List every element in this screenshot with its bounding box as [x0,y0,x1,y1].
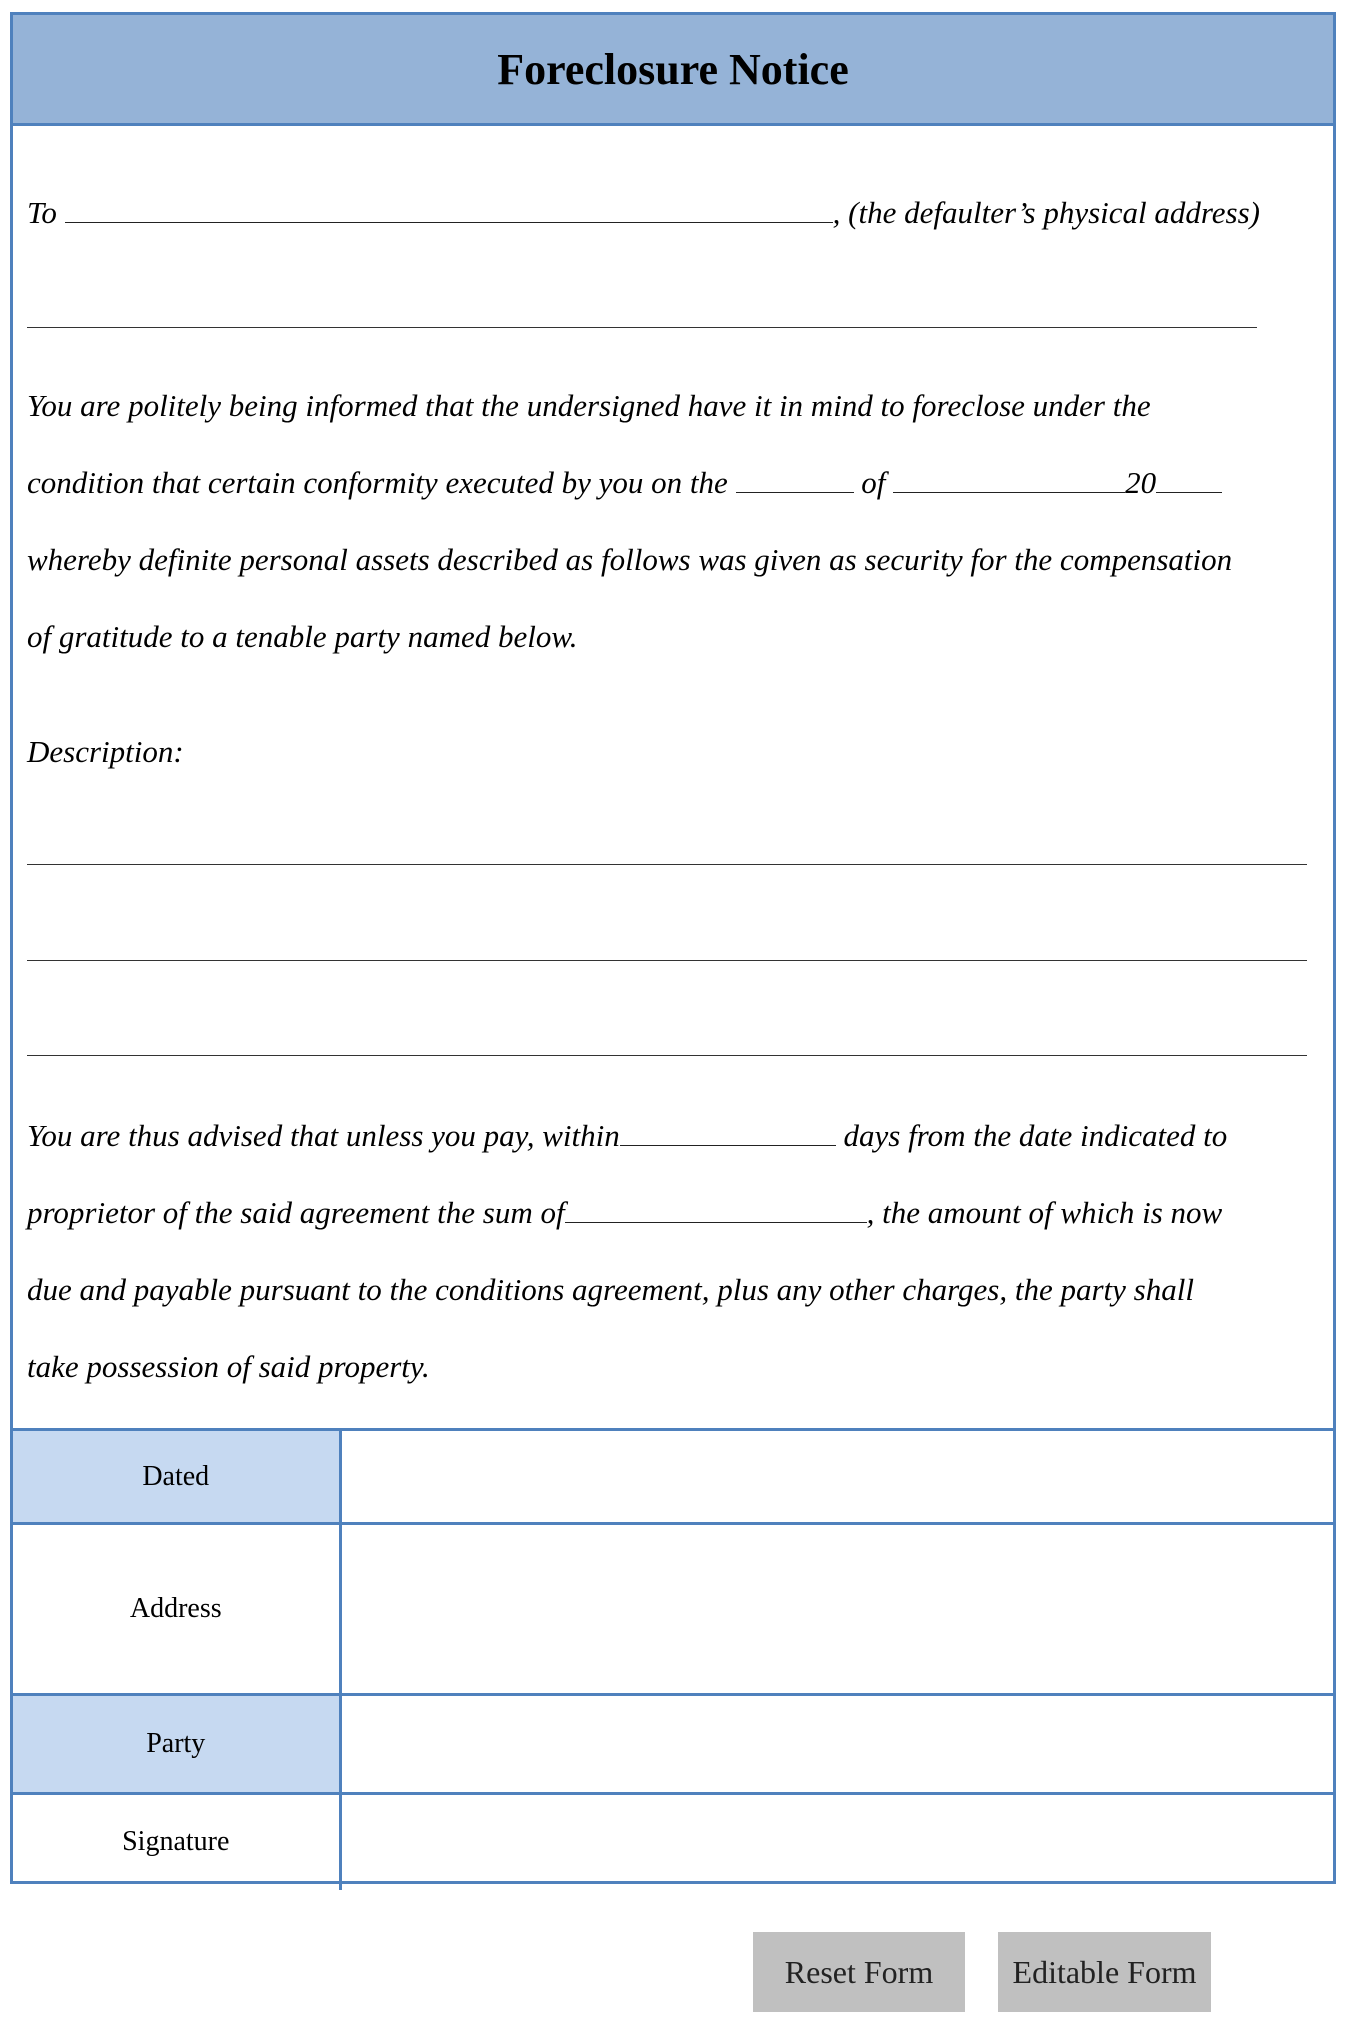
description-line-2[interactable] [27,960,1307,961]
dated-field[interactable] [340,1430,1333,1524]
paragraph1-line4: of gratitude to a tenable party named below. [27,619,578,654]
paragraph1-line2-prefix: condition that certain conformity executed by you on the [27,465,728,500]
party-label: Party [13,1695,340,1794]
table-row [13,1430,1333,1524]
party-field[interactable] [340,1695,1333,1794]
defaulter-address-blank[interactable] [65,196,833,223]
to-label: To [27,195,57,230]
paragraph2-line2-prefix: proprietor of the said agreement the sum of [27,1195,565,1230]
to-line [27,195,1333,231]
paragraph2-line3: due and payable pursuant to the conditions agreement, plus any other charges, the party shall [27,1272,1194,1307]
paragraph2-line4: take possession of said property. [27,1349,430,1384]
table-row [13,1695,1333,1794]
paragraph2-line2 [27,1195,1333,1231]
form-title: Foreclosure Notice [497,44,849,94]
day-blank[interactable] [736,466,854,493]
details-table [13,1428,1333,1890]
dated-label: Dated [13,1430,340,1524]
description-line-1[interactable] [27,864,1307,865]
reset-form-button[interactable]: Reset Form [753,1932,965,2012]
days-blank[interactable] [620,1119,836,1146]
paragraph2-line2-suffix: , the amount of which is now [866,1195,1223,1230]
of-text: of [861,465,886,500]
paragraph1-line1: You are politely being informed that the undersigned have it in mind to foreclose under the [27,388,1151,423]
sum-blank[interactable] [565,1196,867,1223]
paragraph2-line1-suffix: days from the date indicated to [843,1118,1228,1153]
description-label: Description: [27,734,184,769]
address-field[interactable] [340,1524,1333,1695]
year-prefix: 20 [1125,465,1157,500]
table-row [13,1794,1333,1890]
paragraph1-line3: whereby definite personal assets described as follows was given as security for the compensation [27,542,1233,577]
table-row [13,1524,1333,1695]
month-blank[interactable] [893,466,1125,493]
paragraph2-line1 [27,1118,1333,1154]
description-line-3[interactable] [27,1055,1307,1056]
to-suffix: , (the defaulter’s physical address) [832,195,1260,230]
address-label: Address [13,1524,340,1695]
year-blank[interactable] [1156,466,1222,493]
paragraph1-line2 [27,465,1333,501]
signature-field[interactable] [340,1794,1333,1890]
title-bar [13,15,1333,126]
address-line-2[interactable] [27,327,1257,328]
editable-form-button[interactable]: Editable Form [998,1932,1211,2012]
paragraph2-line1-prefix: You are thus advised that unless you pay, within [27,1118,620,1153]
signature-label: Signature [13,1794,340,1890]
foreclosure-form [10,12,1336,1884]
